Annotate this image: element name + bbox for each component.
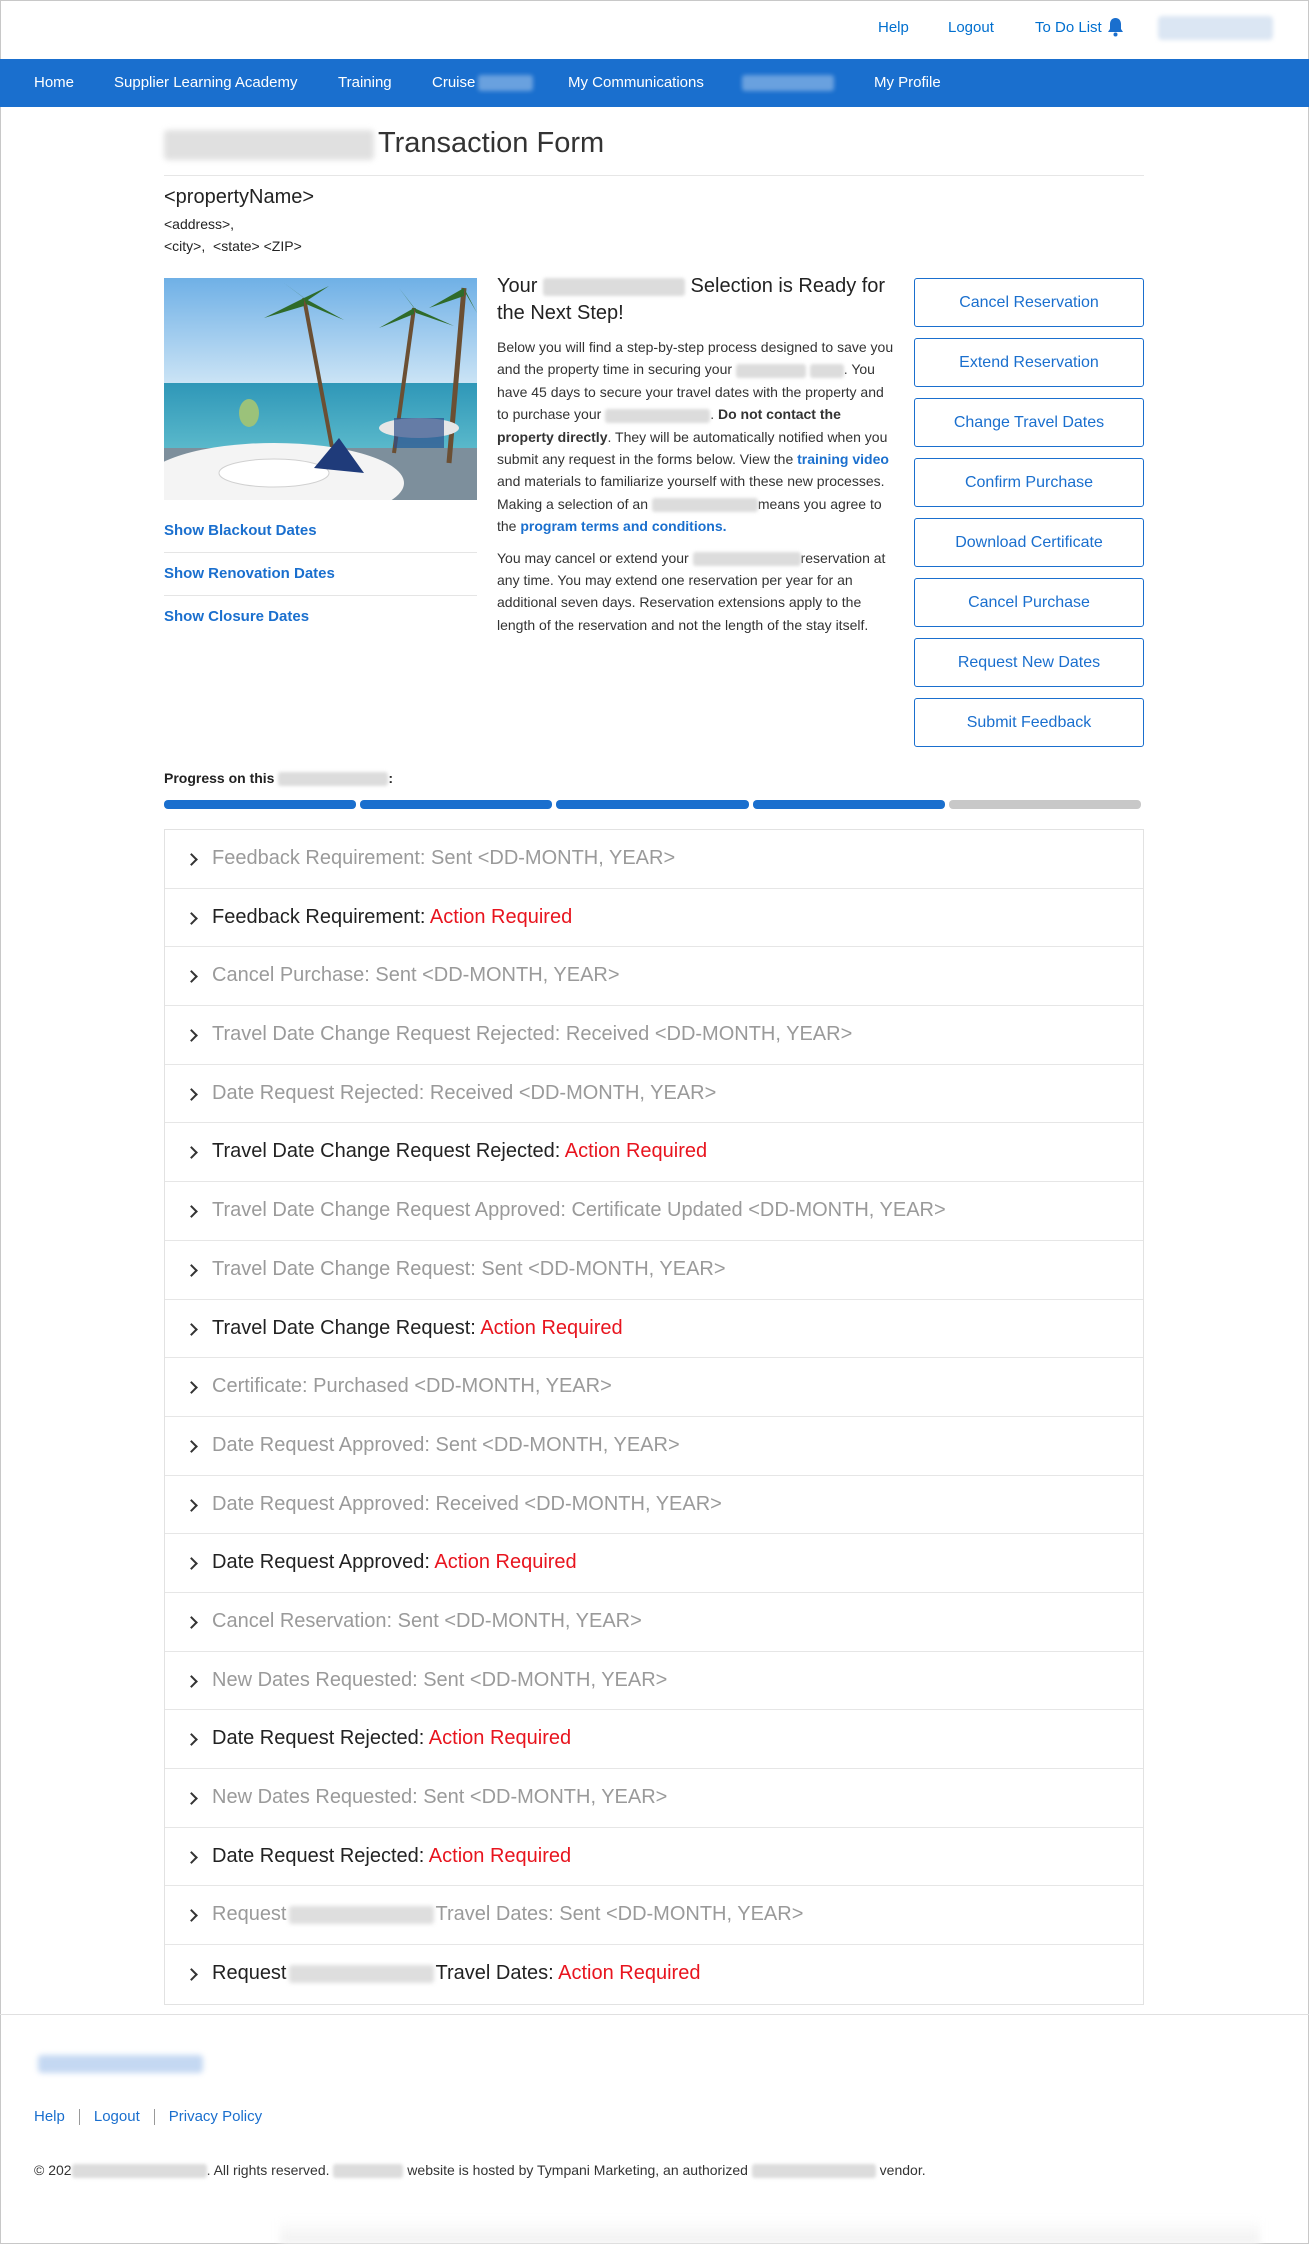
chevron-right-icon	[185, 1147, 198, 1160]
redacted-program-name	[164, 130, 374, 160]
accordion-item[interactable]	[165, 1828, 1143, 1887]
step-label: Request	[212, 1903, 287, 1926]
property-photo	[164, 278, 477, 500]
accordion-item[interactable]	[165, 1769, 1143, 1828]
property-address: <address>,	[164, 216, 235, 232]
accordion-item-label	[212, 1434, 680, 1457]
accordion-item-label	[212, 1727, 571, 1750]
step-label: Cancel Reservation: Sent <DD-MONTH, YEAR>	[212, 1609, 642, 1632]
accordion-item[interactable]	[165, 947, 1143, 1006]
submit-feedback-button[interactable]: Submit Feedback	[914, 698, 1144, 747]
nav-redacted-label	[478, 75, 533, 91]
logout-link[interactable]: Logout	[948, 19, 994, 36]
page-title: Transaction Form	[378, 127, 605, 159]
date-links	[164, 510, 477, 639]
progress-segment	[949, 800, 1141, 809]
confirm-purchase-button[interactable]: Confirm Purchase	[914, 458, 1144, 507]
action-required-status: Action Required	[428, 1727, 572, 1750]
accordion-item[interactable]	[165, 1417, 1143, 1476]
accordion-item-label	[212, 1962, 700, 1985]
nav-cruise[interactable]: Cruise	[432, 74, 476, 91]
accordion-item-label	[212, 1786, 667, 1809]
change-travel-dates-button[interactable]: Change Travel Dates	[914, 398, 1144, 447]
help-link[interactable]: Help	[878, 19, 909, 36]
p1-bold-warning: Do not contact the property directly	[497, 406, 841, 445]
accordion-item-label	[212, 1610, 642, 1633]
accordion-item-label	[212, 1845, 571, 1868]
step-label: Travel Date Change Request Rejected: Received <DD-MONTH, YEAR>	[212, 1023, 853, 1046]
accordion-item[interactable]	[165, 1652, 1143, 1711]
accordion-item-label	[212, 1082, 716, 1105]
footer-logout-link[interactable]: Logout	[93, 2108, 140, 2125]
nav-home[interactable]: Home	[34, 74, 75, 91]
intro-heading	[497, 273, 895, 327]
accordion-item-label	[212, 1140, 707, 1163]
property-name: <propertyName>	[164, 186, 315, 208]
step-label: New Dates Requested: Sent <DD-MONTH, YEAR>	[212, 1668, 668, 1691]
intro-paragraph-2	[497, 547, 895, 637]
chevron-right-icon	[185, 912, 198, 925]
step-label: Date Request Rejected:	[212, 1727, 429, 1750]
nav-supplier-learning-academy[interactable]: Supplier Learning Academy	[114, 74, 298, 91]
step-label: Travel Date Change Request:	[212, 1316, 481, 1339]
accordion-item[interactable]	[165, 1006, 1143, 1065]
action-required-status: Action Required	[428, 1844, 572, 1867]
request-new-dates-button[interactable]: Request New Dates	[914, 638, 1144, 687]
accordion-item[interactable]	[165, 1182, 1143, 1241]
accordion-item-label	[212, 964, 620, 987]
redacted-text	[289, 1965, 434, 1983]
step-label: Date Request Approved: Received <DD-MONTH, YEAR>	[212, 1492, 722, 1515]
nav-my-communications[interactable]: My Communications	[568, 74, 704, 91]
redacted-text	[605, 409, 710, 423]
copyright-a: © 202	[34, 2162, 72, 2178]
copyright-b: . All rights reserved.	[206, 2162, 330, 2178]
redacted-text	[652, 498, 758, 512]
chevron-right-icon	[185, 1029, 198, 1042]
chevron-right-icon	[185, 1381, 198, 1394]
p1-text-b: . You have 45 days to secure your travel dates with the property and to purchase your	[497, 361, 884, 423]
show-blackout-dates-link[interactable]: Show Blackout Dates	[164, 510, 477, 553]
progress-label-text: Progress on this	[164, 770, 275, 786]
chevron-right-icon	[185, 1557, 198, 1570]
download-certificate-button[interactable]: Download Certificate	[914, 518, 1144, 567]
progress-segment	[164, 800, 356, 809]
intro-section	[497, 273, 895, 636]
accordion-item[interactable]	[165, 1123, 1143, 1182]
accordion-item[interactable]	[165, 1476, 1143, 1535]
accordion-item[interactable]	[165, 1241, 1143, 1300]
chevron-right-icon	[185, 853, 198, 866]
copyright-text	[34, 2162, 926, 2178]
nav-redacted-item[interactable]	[742, 75, 834, 91]
heading-pre: Your	[497, 275, 538, 297]
p1-text-c: . They will be automatically notified when you submit any request in the forms below. View the	[497, 428, 888, 468]
accordion-item-label	[212, 1551, 577, 1574]
accordion-item-label	[212, 1258, 726, 1281]
redacted-text	[278, 772, 388, 786]
step-label: New Dates Requested: Sent <DD-MONTH, YEAR>	[212, 1786, 668, 1808]
footer-help-link[interactable]: Help	[34, 2108, 65, 2125]
bell-icon[interactable]	[1107, 17, 1124, 37]
accordion-item[interactable]	[165, 1065, 1143, 1124]
accordion-item-label	[212, 1493, 722, 1516]
chevron-right-icon	[185, 1968, 198, 1981]
heading-post: Selection is Ready for the Next Step!	[497, 275, 886, 324]
accordion-item[interactable]	[165, 1710, 1143, 1769]
chevron-right-icon	[185, 1910, 198, 1923]
footer-logo	[38, 2055, 203, 2073]
step-label-suffix: Travel Dates: Sent <DD-MONTH, YEAR>	[435, 1903, 804, 1926]
cancel-purchase-button[interactable]: Cancel Purchase	[914, 578, 1144, 627]
todo-list-link[interactable]: To Do List	[1035, 19, 1102, 36]
redacted-text	[543, 278, 685, 296]
accordion-item[interactable]	[165, 1534, 1143, 1593]
accordion-item[interactable]	[165, 1593, 1143, 1652]
chevron-right-icon	[185, 1733, 198, 1746]
progress-segment	[360, 800, 552, 809]
cancel-reservation-button[interactable]: Cancel Reservation	[914, 278, 1144, 327]
action-required-status: Action Required	[558, 1962, 701, 1985]
footer-divider	[0, 2014, 1309, 2015]
accordion-item-label	[212, 1903, 803, 1926]
p1-text-d: and materials to familiarize yourself with these new processes. Making a selection of an	[497, 473, 885, 512]
step-label: Date Request Approved: Sent <DD-MONTH, YEAR>	[212, 1433, 680, 1456]
main-nav	[0, 59, 1309, 107]
step-label: Travel Date Change Request Rejected:	[212, 1140, 565, 1163]
chevron-right-icon	[185, 1440, 198, 1453]
redacted-text	[333, 2164, 403, 2178]
accordion-item-label	[212, 1317, 623, 1340]
footer-separator	[79, 2109, 80, 2125]
redacted-text	[752, 2164, 876, 2178]
step-label: Feedback Requirement:	[212, 905, 430, 928]
accordion-item[interactable]	[165, 1300, 1143, 1359]
progress-segment	[753, 800, 945, 809]
accordion-item[interactable]	[165, 1945, 1143, 2004]
training-video-link[interactable]: training video	[797, 451, 889, 468]
p2-text-a: You may cancel or extend your	[497, 549, 689, 566]
extend-reservation-button[interactable]: Extend Reservation	[914, 338, 1144, 387]
accordion-item-label	[212, 847, 675, 870]
accordion-item-label	[212, 1669, 667, 1692]
step-label: Date Request Rejected:	[212, 1844, 429, 1867]
p1-text-e: means you agree to the	[497, 495, 882, 535]
redacted-text	[810, 364, 844, 378]
show-closure-dates-link[interactable]: Show Closure Dates	[164, 608, 310, 625]
p2-text-b: reservation at any time. You may extend one reservation per year for an additional seven days. Reservation extensions apply to the length of the reservation and not the length of the stay itself.	[497, 549, 886, 633]
footer-privacy-policy-link[interactable]: Privacy Policy	[168, 2108, 263, 2125]
property-city-line: <city>, <state> <ZIP>	[164, 238, 302, 254]
action-required-status: Action Required	[434, 1551, 577, 1574]
progress-segment	[556, 800, 748, 809]
action-required-status: Action Required	[480, 1316, 623, 1339]
step-label: Date Request Approved:	[212, 1551, 435, 1574]
transaction-steps-accordion	[164, 829, 1144, 2005]
redacted-text	[736, 364, 806, 378]
progress-bar	[164, 800, 1141, 809]
accordion-item[interactable]	[165, 1886, 1143, 1945]
step-label: Travel Date Change Request: Sent <DD-MONTH, YEAR>	[212, 1257, 726, 1280]
chevron-right-icon	[185, 1499, 198, 1512]
accordion-item[interactable]	[165, 1358, 1143, 1417]
nav-my-profile[interactable]: My Profile	[874, 74, 941, 91]
step-label: Certificate: Purchased <DD-MONTH, YEAR>	[212, 1375, 612, 1398]
action-buttons	[914, 278, 1144, 758]
accordion-item-label	[212, 1199, 946, 1222]
chevron-right-icon	[185, 1264, 198, 1277]
accordion-item[interactable]	[165, 889, 1143, 948]
redacted-text	[693, 552, 801, 566]
accordion-item-label	[212, 1023, 852, 1046]
chevron-right-icon	[185, 971, 198, 984]
step-label: Request	[212, 1962, 287, 1985]
step-label-suffix: Travel Dates:	[435, 1962, 559, 1985]
progress-label: Progress on this :	[164, 770, 394, 786]
chevron-right-icon	[185, 1851, 198, 1864]
nav-training[interactable]: Training	[338, 74, 392, 91]
copyright-d: vendor.	[879, 2162, 926, 2178]
step-label: Cancel Purchase: Sent <DD-MONTH, YEAR>	[212, 964, 620, 987]
accordion-item-label	[212, 906, 572, 929]
program-terms-link[interactable]: program terms and conditions.	[520, 518, 727, 535]
p1-text-a: Below you will find a step-by-step process designed to save you and the property time in securing your	[497, 339, 894, 378]
step-label: Feedback Requirement: Sent <DD-MONTH, YEAR>	[212, 847, 676, 869]
footer-links	[34, 2108, 262, 2125]
page-header	[164, 124, 1144, 176]
chevron-right-icon	[185, 1205, 198, 1218]
page-bottom-shadow	[280, 2218, 1260, 2244]
footer-separator	[154, 2109, 155, 2125]
chevron-right-icon	[185, 1616, 198, 1629]
action-required-status: Action Required	[564, 1140, 708, 1163]
step-label: Date Request Rejected: Received <DD-MONTH, YEAR>	[212, 1081, 717, 1104]
utility-bar	[0, 0, 1309, 59]
chevron-right-icon	[185, 1792, 198, 1805]
chevron-right-icon	[185, 1675, 198, 1688]
accordion-item-label	[212, 1375, 612, 1398]
action-required-status: Action Required	[429, 905, 573, 928]
intro-paragraph-1: Below you will find a step-by-step process designed to save you and the property time in securing your . You have 45 days to secure your travel dates with the property and to purchase your . Do not contact the property directly. They will be automatically notified when you submit any request in the forms below. View the training video and materials to familiarize yourself with these new processes. Making a selection of an means you agree to the program terms and conditions.	[497, 339, 894, 535]
copyright-c: website is hosted by Tympani Marketing, an authorized	[407, 2162, 748, 2178]
redacted-text	[289, 1906, 434, 1924]
chevron-right-icon	[185, 1088, 198, 1101]
redacted-text	[72, 2164, 207, 2178]
account-pill[interactable]	[1158, 16, 1273, 40]
show-renovation-dates-link[interactable]: Show Renovation Dates	[164, 553, 477, 596]
accordion-item[interactable]	[165, 830, 1143, 889]
step-label: Travel Date Change Request Approved: Certificate Updated <DD-MONTH, YEAR>	[212, 1199, 946, 1222]
chevron-right-icon	[185, 1323, 198, 1336]
